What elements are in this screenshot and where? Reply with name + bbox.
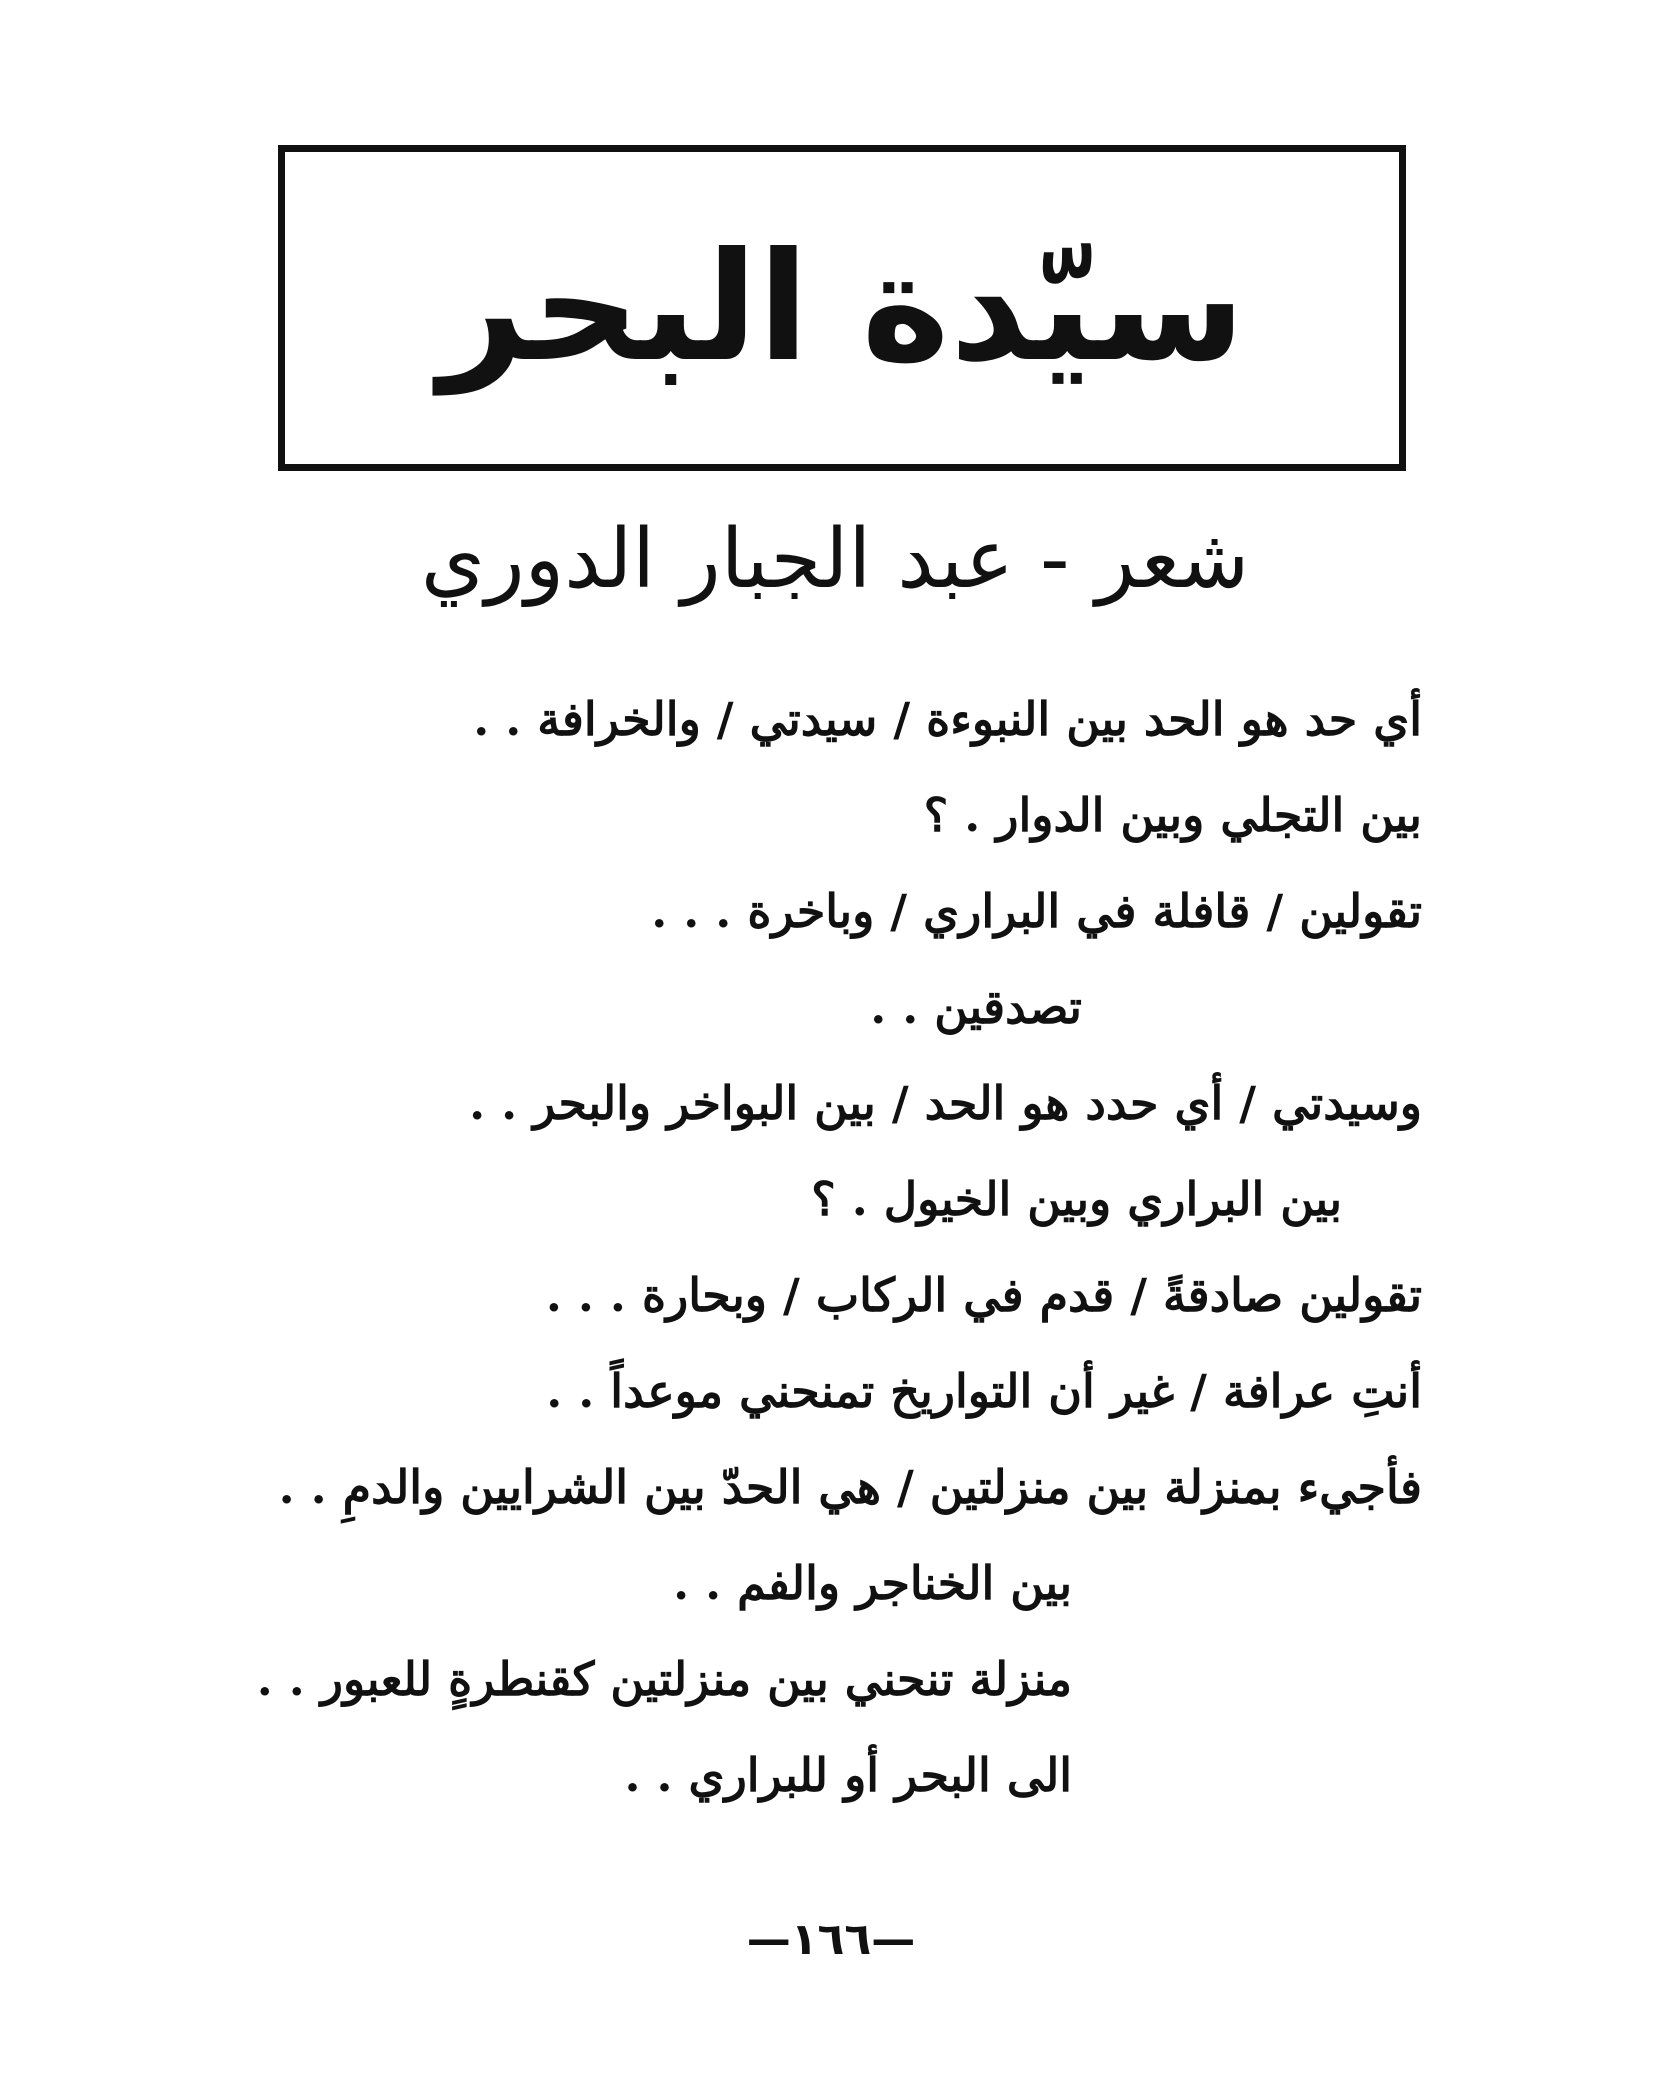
verse-line: منزلة تنحني بين منزلتين كقنطرةٍ للعبور . .: [256, 1652, 1072, 1706]
verse-line: أنتِ عرافة / غير أن التواريخ تمنحني موعداً . .: [546, 1364, 1422, 1418]
verse-line: وسيدتي / أي حدد هو الحد / بين البواخر والبحر . .: [469, 1076, 1422, 1130]
verse-line: بين التجلي وبين الدوار . ؟: [923, 788, 1422, 842]
verse-line: بين البراري وبين الخيول . ؟: [811, 1172, 1342, 1226]
verse-line: بين الخناجر والفم . .: [673, 1556, 1072, 1610]
verse-line: تصدقين . .: [870, 980, 1082, 1034]
poem-title: سيّدة البحر: [438, 221, 1246, 395]
page-number: —١٦٦—: [746, 1914, 916, 1965]
verse-line: تقولين صادقةً / قدم في الركاب / وبحارة . . .: [545, 1268, 1422, 1322]
poet-byline: شعر - عبد الجبار الدوري: [420, 512, 1250, 607]
verse-line: الى البحر أو للبراري . .: [624, 1748, 1072, 1802]
verse-line: تقولين / قافلة في البراري / وباخرة . . .: [651, 884, 1422, 938]
verse-line: أي حد هو الحد بين النبوءة / سيدتي / والخرافة . .: [473, 692, 1422, 746]
verse-line: فأجيء بمنزلة بين منزلتين / هي الحدّ بين الشرايين والدمِ . .: [278, 1460, 1422, 1514]
